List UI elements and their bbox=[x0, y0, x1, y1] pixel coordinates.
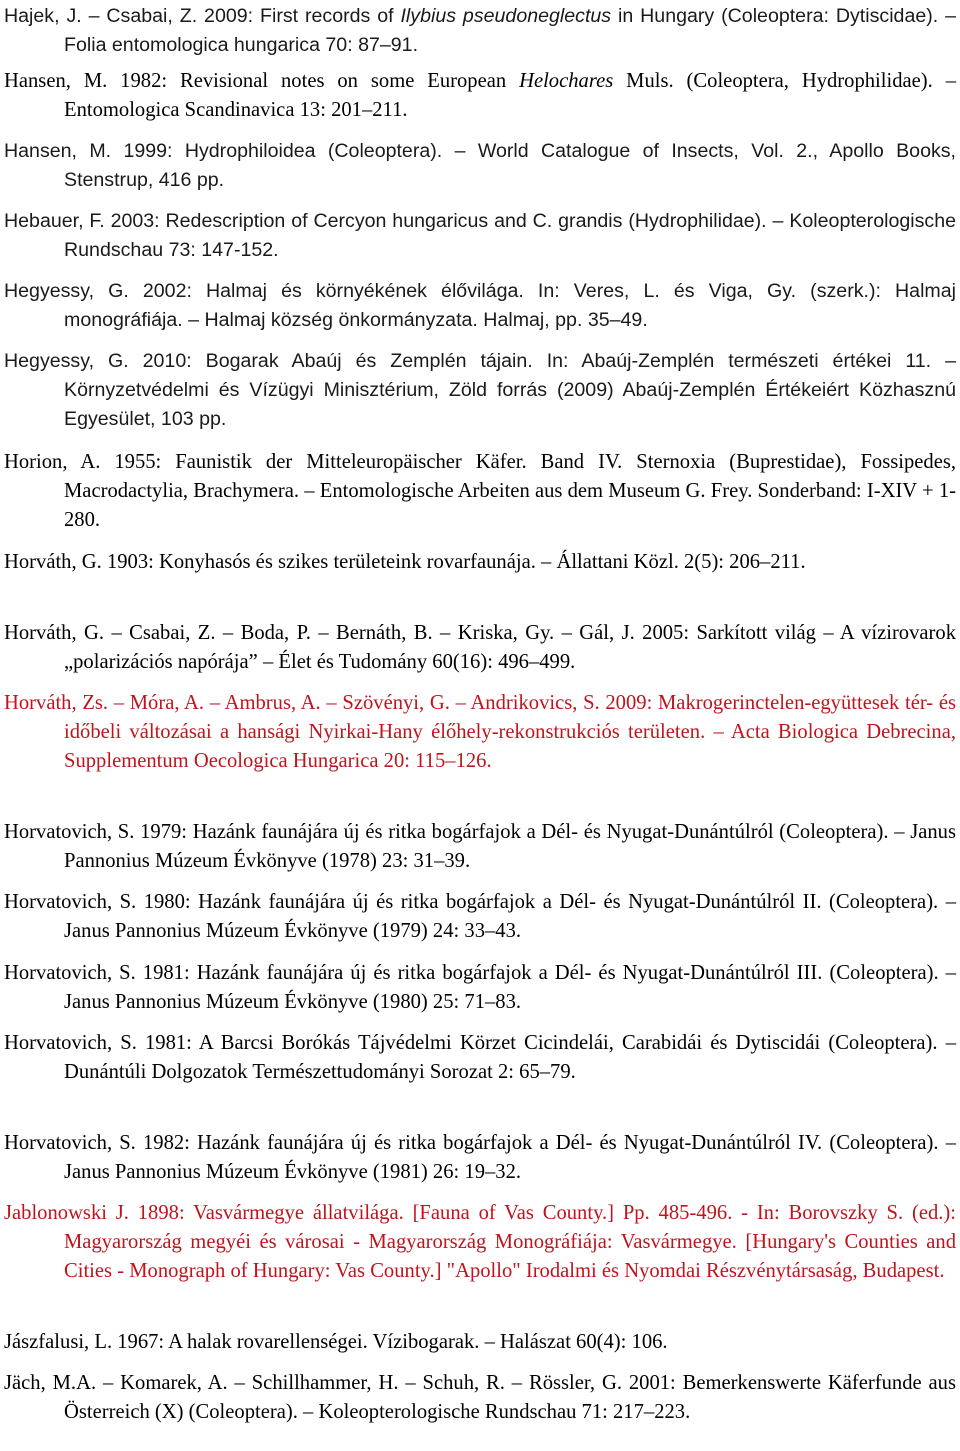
reference-horvatovich-1982: Horvatovich, S. 1982: Hazánk faunájára új és ritka bogárfajok a Dél- és Nyugat-Dunántúlról IV. (Coleoptera). – Janus Pannonius Múzeum Évkönyve (1981) 26: 19–32. bbox=[4, 1132, 956, 1184]
reference-hegyessy-2002: Hegyessy, G. 2002: Halmaj és környékének élővilága. In: Veres, L. és Viga, Gy. (szerk.): Halmaj monográfiája. – Halmaj község önkormányzata. Halmaj, pp. 35–49. bbox=[4, 280, 956, 332]
ref-italic: Helochares bbox=[519, 70, 614, 92]
reference-horvath-2005: Horváth, G. – Csabai, Z. – Boda, P. – Bernáth, B. – Kriska, Gy. – Gál, J. 2005: Sarkított világ – A vízirovarok „polarizációs napórája” – Élet és Tudomány 60(16): 496–499. bbox=[4, 622, 956, 674]
reference-jaszfalusi: Jászfalusi, L. 1967: A halak rovarellenségei. Vízibogarak. – Halászat 60(4): 106. bbox=[4, 1331, 668, 1353]
reference-horvatovich-1981a: Horvatovich, S. 1981: Hazánk faunájára új és ritka bogárfajok a Dél- és Nyugat-Dunántúlról III. (Coleoptera). – Janus Pannonius Múzeum Évkönyve (1980) 25: 71–83. bbox=[4, 962, 956, 1014]
reference-jach: Jäch, M.A. – Komarek, A. – Schillhammer, H. – Schuh, R. – Rössler, G. 2001: Bemerkenswerte Käferfunde aus Österreich (X) (Coleoptera). – Koleopterologische Rundschau 71: 217–223. bbox=[4, 1372, 956, 1424]
reference-horvath-2009: Horváth, Zs. – Móra, A. – Ambrus, A. – Szövényi, G. – Andrikovics, S. 2009: Makrogerinctelen-együttesek tér- és időbeli változásai a hansági Nyirkai-Hany élőhely-rekonstrukciós területen. – Acta Biologica Debrecina, Supplementum Oecologica Hungarica 20: 115–126. bbox=[4, 692, 956, 773]
ref-text: Hansen, M. 1982: Revisional notes on some European bbox=[4, 70, 520, 92]
reference-hansen-1999: Hansen, M. 1999: Hydrophiloidea (Coleoptera). – World Catalogue of Insects, Vol. 2., Apollo Books, Stenstrup, 416 pp. bbox=[4, 140, 956, 192]
reference-horvatovich-1980: Horvatovich, S. 1980: Hazánk faunájára új és ritka bogárfajok a Dél- és Nyugat-Dunántúlról II. (Coleoptera). – Janus Pannonius Múzeum Évkönyve (1979) 24: 33–43. bbox=[4, 891, 956, 943]
reference-hansen-1982 bbox=[4, 67, 956, 125]
reference-horion: Horion, A. 1955: Faunistik der Mitteleuropäischer Käfer. Band IV. Sternoxia (Buprestidae), Fossipedes, Macrodactylia, Brachymera. – Entomologische Arbeiten aus dem Museum G. Frey. Sonderband: I-XIV + 1-280. bbox=[4, 451, 956, 532]
reference-jablonowski: Jablonowski J. 1898: Vasvármegye állatvilága. [Fauna of Vas County.] Pp. 485-496. - In: Borovszky S. (ed.): Magyarország megyéi és városai - Magyarország Monográfiája: Vasvármegye. [Hungary's Counties and Cities - Monograph of Hungary: Vas County.] "Apollo" Irodalmi és Nyomdai Részvénytársaság, Budapest. bbox=[4, 1202, 956, 1283]
ref-text: Hajek, J. – Csabai, Z. 2009: First records of bbox=[4, 5, 401, 27]
reference-hegyessy-2010: Hegyessy, G. 2010: Bogarak Abaúj és Zemplén tájain. In: Abaúj-Zemplén természeti értékei 11. – Környzetvédelmi és Vízügyi Minisztérium, Zöld forrás (2009) Abaúj-Zemplén Értékeiért Közhasznú Egyesület, 103 pp. bbox=[4, 350, 956, 431]
ref-text: Muls. (Coleoptera, Hydrophilidae). – Entomologica Scandinavica 13: 201–211. bbox=[64, 70, 956, 122]
ref-text: in Hungary (Coleoptera: Dytiscidae). – Folia entomologica hungarica 70: 87–91. bbox=[64, 5, 957, 57]
reference-hebauer: Hebauer, F. 2003: Redescription of Cercyon hungaricus and C. grandis (Hydrophilidae). – Koleopterologische Rundschau 73: 147-152. bbox=[4, 210, 956, 262]
ref-italic: Ilybius pseudoneglectus bbox=[400, 5, 612, 27]
reference-hajek bbox=[4, 2, 956, 60]
reference-horvatovich-1981b: Horvatovich, S. 1981: A Barcsi Borókás Tájvédelmi Körzet Cicindelái, Carabidái és Dytiscidái (Coleoptera). – Dunántúli Dolgozatok Természettudományi Sorozat 2: 65–79. bbox=[4, 1032, 956, 1084]
reference-horvath-1903: Horváth, G. 1903: Konyhasós és szikes területeink rovarfaunája. – Állattani Közl. 2(5): 206–211. bbox=[4, 551, 806, 573]
reference-horvatovich-1979: Horvatovich, S. 1979: Hazánk faunájára új és ritka bogárfajok a Dél- és Nyugat-Dunántúlról (Coleoptera). – Janus Pannonius Múzeum Évkönyve (1978) 23: 31–39. bbox=[4, 821, 956, 873]
